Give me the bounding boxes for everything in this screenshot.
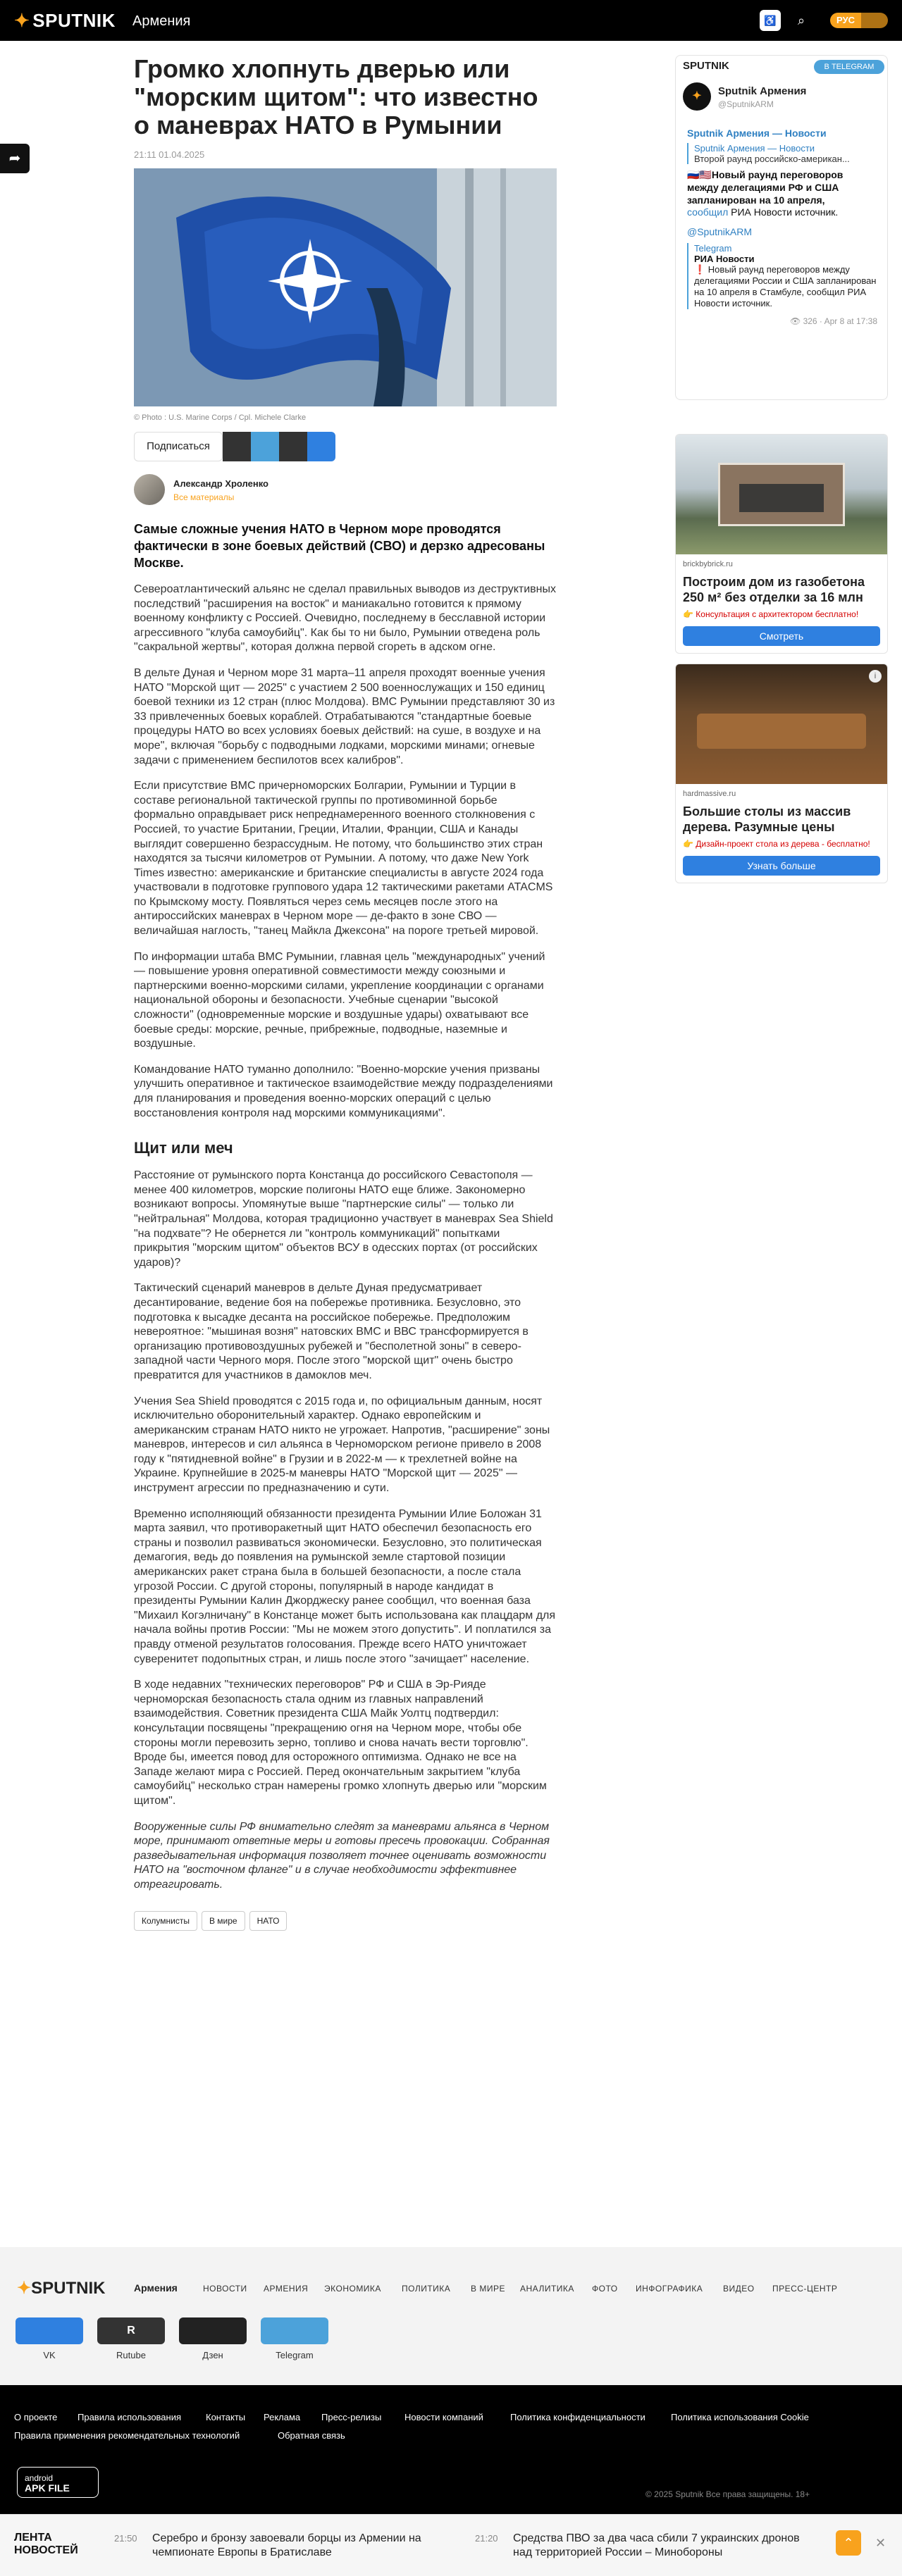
eye-icon: 👁 (789, 316, 803, 326)
ad-text: 👉 Дизайн-проект стола из дерева - бесплатно! (683, 839, 870, 849)
footer-nav-item[interactable]: ФОТО (592, 2284, 618, 2294)
footer-nav-item[interactable]: ЭКОНОМИКА (324, 2284, 381, 2294)
article-paragraph: В дельте Дуная и Черном море 31 марта–11 апреля проходят военные учения НАТО "Морской щит — 2025" с участием 2 500 военнослужащих и 150 единиц боевой техники из 12 стран (плюс Молдова). ВМС Румынии представляют 30 из 33 привлеченных боевых кораблей. Отрабатываются "стандартные боевые процедуры НАТО во всех условиях боевых действий: на суше, в воздухе и на море", включая "борьбу с подводными лодками, морскими минами; огневые задачи с применением беспилотов всех калибров". (134, 666, 555, 766)
footer-link[interactable]: Политика использования Cookie (671, 2412, 809, 2422)
forwarded-quote (687, 243, 877, 309)
subscribe-label: Подписаться (134, 432, 223, 461)
sputnik-star-icon: ✦ (17, 2279, 32, 2298)
rutube-icon[interactable]: R (97, 2317, 165, 2344)
footer-nav-item[interactable]: ИНФОГРАФИКА (636, 2284, 703, 2294)
logo-text: SPUTNIK (32, 10, 116, 31)
message-quote (687, 143, 877, 164)
quote-link[interactable]: Sputnik Армения — Новости (694, 143, 815, 154)
ad-info-icon[interactable]: i (869, 670, 882, 683)
channel-avatar-icon: ✦ (683, 82, 711, 111)
footer-nav-item[interactable]: ВИДЕО (723, 2284, 755, 2294)
footer-nav-item[interactable]: АРМЕНИЯ (264, 2284, 309, 2294)
copyright: © 2025 Sputnik Все права защищены. 18+ (645, 2489, 810, 2499)
vk-icon[interactable] (16, 2317, 83, 2344)
footer-top (0, 2247, 902, 2385)
ad-card[interactable] (675, 664, 888, 883)
social-label: Telegram (276, 2350, 314, 2360)
footer-link[interactable]: Новости компаний (404, 2412, 483, 2422)
article-paragraph: Расстояние от румынского порта Констанца до российского Севастополя — менее 400 километров, морские полигоны НАТО еще ближе. Закономерно возникают вопросы. Упомянутые выше "партнерские силы" — только ли "нейтральная" Молдова, которая традиционно участвует в маневрах Sea Shield "на подхвате"? Не обернется ли "контроль коммуникаций" попытками прикрытия "морским щитом" объектов ВСУ в одесских портах (от российских ударов)? (134, 1169, 553, 1269)
message-body-tail (687, 206, 877, 218)
language-switch-alt[interactable] (861, 13, 888, 28)
article-hero-image (134, 168, 557, 406)
article-subheading: Щит или меч (134, 1139, 233, 1157)
language-switch[interactable]: РУС (830, 13, 861, 28)
search-icon[interactable]: ⌕ (797, 13, 805, 27)
footer-link[interactable]: Политика конфиденциальности (510, 2412, 645, 2422)
region-label[interactable]: Армения (132, 13, 191, 29)
channel-name: Sputnik Армения (718, 85, 807, 97)
article-paragraph: По информации штаба ВМС Румынии, главная цель "международных" учений — повышение уровня оперативной совместимости между союзными и партнерскими военно-морскими силами, укрепление координации с органами национальной обороны и безопасности. Учебные сценарии "высокой сложности" (одновременные морские и воздушные удары) охватывают все боевые среды: морские, речные, прибрежные, подводные, наземные и воздушные. (134, 950, 545, 1050)
footer-logo[interactable] (17, 2278, 105, 2298)
footer-nav-item[interactable]: АНАЛИТИКА (520, 2284, 574, 2294)
article-tags (134, 1911, 557, 1932)
ticker-time: 21:20 (475, 2533, 498, 2544)
footer-nav-item[interactable]: В МИРЕ (471, 2284, 505, 2294)
article-paragraph: Североатлантический альянс не сделал правильных выводов из деструктивных последствий "расширения на восток" и маниакально готовится к прямому военному конфликту с Россией. Очевидно, последнему в бесславной истории агрессивного "клуба самоубийц". Как бы то ни было, Румынии отведена роль "сакральной жертвы", которая должна первой сгореть в адском огне. (134, 583, 556, 654)
telegram-widget-header (676, 56, 889, 77)
footer-nav-item[interactable]: ПОЛИТИКА (402, 2284, 451, 2294)
message-title[interactable]: Sputnik Армения — Новости (687, 127, 827, 139)
ad-title[interactable]: Построим дом из газобетона 250 м² без отделки за 16 млн (683, 575, 865, 604)
ad-source: brickbybrick.ru (683, 560, 733, 568)
article-title: Громко хлопнуть дверью или "морским щитом": что известно о маневрах НАТО в Румынии (134, 54, 538, 139)
ad-source: hardmassive.ru (683, 790, 736, 798)
article-lead: Самые сложные учения НАТО в Черном море проводятся фактически в зоне боевых действий (СВО) и дерзко адресованы Москве. (134, 522, 545, 570)
apk-big-text: APK FILE (25, 2482, 70, 2494)
accessibility-icon[interactable]: ♿ (760, 10, 781, 31)
subscribe-bar (134, 432, 557, 461)
article-paragraph: Тактический сценарий маневров в дельте Дуная предусматривает десантирование, ведение боя на побережье противника. Безусловно, это подготовка к высадке десанта на российское побережье. Предположим невероятное: "мышиная возня" натовских ВМС и ВВС трансформируется в организацию противовоздушных рубежей и "бесполетной зоны" в северо-западной части Черного моря. После этого "морской щит" очень быстро превратится для участников в дамоклов меч. (134, 1282, 529, 1381)
news-ticker (0, 2514, 902, 2576)
footer-nav-item[interactable]: НОВОСТИ (203, 2284, 247, 2294)
footer-link[interactable]: Обратная связь (278, 2430, 345, 2441)
subscribe-dzen-icon[interactable] (223, 432, 251, 461)
telegram-message (687, 127, 877, 394)
ad-card[interactable] (675, 434, 888, 654)
ad-button[interactable]: Узнать больше (683, 856, 880, 876)
article-paragraph: Учения Sea Shield проводятся с 2015 года и, по официальным данным, носят исключительно оборонительный характер. Однако европейским и американским странам НАТО никто не угрожает. Напротив, "расширение" зоны маневров, интересов и сил альянса в Черноморском регионе привело в 2008 году к "пятидневной войне" в Грузии и в 2022-м — к трехлетней войне на Украине. Крупнейшие в 2025-м маневры НАТО "Морской щит — 2025" — инструмент агрессии по предназначению и сути. (134, 1395, 550, 1495)
table-shape (697, 714, 866, 749)
quote-text: Второй раунд российско-американ... (694, 154, 850, 164)
footer-link[interactable]: О проекте (14, 2412, 58, 2422)
sidebar (675, 55, 888, 883)
footer-link[interactable]: Реклама (264, 2412, 301, 2422)
social-label: Дзен (202, 2350, 223, 2360)
article-closing: Вооруженные силы РФ внимательно следят за маневрами альянса в Черном море, принимают ответные меры и готовы пресечь провокации. Собранная разведывательная информация позволяет точнее оценивать возможности НАТО на "восточном фланге" и в случае необходимости эффективнее отреагировать. (134, 1820, 550, 1891)
sputnik-star-icon: ✦ (14, 10, 30, 31)
message-body-tail-text: РИА Новости источник. (731, 206, 839, 218)
nato-flag-photo (134, 168, 557, 406)
tag-link[interactable]: НАТО (249, 1911, 288, 1931)
ad-image (676, 435, 888, 554)
telegram-badge[interactable]: В TELEGRAM (814, 60, 884, 74)
telegram-channel[interactable] (683, 82, 882, 113)
ticker-time: 21:50 (114, 2533, 137, 2544)
ad-button[interactable]: Смотреть (683, 626, 880, 646)
footer-logo-text: SPUTNIK (31, 2279, 106, 2298)
ticker-item[interactable]: Серебро и бронзу завоевали борцы из Армении на чемпионате Европы в Братиславе (152, 2532, 421, 2558)
article-paragraph: Временно исполняющий обязанности президента Румынии Илие Боложан 31 марта заявил, что противоракетный щит НАТО обеспечил безопасность его страны и позволил развиваться экономически. Безусловно, это политическая демагогия, ведь до появления на румынской земле стартовой позиции американских ракет страна была в большей безопасности, а после стала угрозой России. С другой стороны, популярный в народе кандидат в президенты Румынии Калин Джорджеску ранее сообщил, что военная база "Михаил Когэлничану" в Констанце может быть использована как плацдарм для начала войны против России: "Мы не можем этого допустить". И поплатился за правду отменой результатов голосования. Прежде всего НАТО уничтожает суверенитет подопытных стран, и лишь после этого "зачищает" население. (134, 1507, 556, 1665)
message-meta: 👁 326 · Apr 8 at 17:38 (789, 316, 877, 326)
footer-region[interactable]: Армения (134, 2282, 178, 2294)
subscribe-vk-icon[interactable] (307, 432, 335, 461)
footer-nav-item[interactable]: ПРЕСС-ЦЕНТР (772, 2284, 838, 2294)
telegram-icon[interactable] (261, 2317, 328, 2344)
message-views: 326 (803, 316, 817, 326)
telegram-widget (675, 55, 888, 400)
ad-title[interactable]: Большие столы из массив дерева. Разумные цены (683, 804, 851, 834)
channel-handle: @SputnikARM (718, 99, 774, 109)
message-time: Apr 8 at 17:38 (824, 316, 877, 326)
ticker-item[interactable]: Средства ПВО за два часа сбили 7 украинских дронов над территорией России – Минобороны (513, 2532, 800, 2558)
tag-link[interactable]: Колумнисты (134, 1911, 197, 1931)
sputnik-logo[interactable] (14, 10, 116, 32)
article-paragraph: Если присутствие ВМС причерноморских Болгарии, Румынии и Турции в составе региональной тактической группы по противоминной борьбе формально оправдывает риск непреднамеренного военного столкновения с Россией, то участие Британии, Греции, Италии, Франции, США и Канады выглядит совершенно безрассудным. Не потому, что большинство этих стран находятся за тысячи километров от Румынии. А потому, что даже New York Times известно: американские и британские специалисты в августе 2024 года участвовали в подготовке группового удара 12 тактическими ракетами ATACMS по Крымскому мосту. Появляться через семь месяцев после этого на антироссийских маневрах в Черном море — де-факто в зоне СВО — величайшая наглость, "танец Майкла Джексона" на пороге третьей мировой. (134, 780, 553, 938)
close-icon[interactable]: ✕ (875, 2536, 886, 2550)
footer-bottom (0, 2385, 902, 2514)
footer-link[interactable]: Правила использования (78, 2412, 182, 2422)
subscribe-rutube-icon[interactable] (279, 432, 307, 461)
ad-text: 👉 Консультация с архитектором бесплатно! (683, 609, 859, 619)
article-paragraph: В ходе недавних "технических переговоров" РФ и США в Эр-Рияде черноморская безопасность стала одним из главных направлений взаимодействия. Советник президента США Майк Уолтц подтвердил: консультации посвящены "прекращению огня на Черном море, чтобы обе стороны могли перевозить зерно, топливо и снова начать вести торговлю". Вроде бы, имеется повод для осторожного оптимизма. Однако не все на Западе желают мира с Россией. Перед окончательным закрытием "клуба самоубийц" несколько стран намерены громко хлопнуть дверью или "морским щитом". (134, 1679, 547, 1807)
footer-link[interactable]: Правила применения рекомендательных технологий (14, 2430, 240, 2441)
forwarded-source: РИА Новости (694, 254, 755, 264)
social-label: VK (43, 2350, 56, 2360)
telegram-widget-logo: SPUTNIK (683, 60, 729, 72)
author-name[interactable]: Александр Хроленко (173, 478, 268, 489)
footer-link[interactable]: Пресс-релизы (321, 2412, 382, 2422)
ticker-label[interactable]: ЛЕНТА НОВОСТЕЙ (14, 2532, 78, 2556)
forwarded-telegram[interactable]: Telegram (694, 243, 732, 254)
author-all-materials-link[interactable]: Все материалы (173, 492, 235, 502)
article-paragraph: Командование НАТО туманно дополнило: "Военно-морские учения призваны улучшить оперативное и тактическое взаимодействие между подразделениями для планирования и проведения военно-морских операций с целью восстановления контроля над морскими коммуникациями". (134, 1063, 553, 1119)
house-window (739, 484, 824, 512)
message-body-link[interactable]: сообщил (687, 206, 729, 218)
forwarded-text: ❗️ Новый раунд переговоров между делегациями России и США запланирован на 10 апреля в Стамбуле, сообщил РИА Новости источник. (694, 264, 877, 309)
dzen-icon[interactable] (179, 2317, 247, 2344)
author-avatar[interactable] (134, 474, 165, 505)
share-icon[interactable]: ➦ (0, 144, 30, 173)
article-date: 21:11 01.04.2025 (134, 149, 205, 160)
footer-link[interactable]: Контакты (206, 2412, 246, 2422)
photo-caption: © Photo : U.S. Marine Corps / Cpl. Michele Clarke (134, 413, 307, 422)
social-label: Rutube (116, 2350, 146, 2360)
message-handle[interactable]: @SputnikARM (687, 226, 753, 237)
subscribe-telegram-icon[interactable] (251, 432, 279, 461)
top-navbar (0, 0, 902, 41)
ad-image (676, 664, 888, 784)
tag-link[interactable]: В мире (202, 1911, 245, 1931)
author-block (134, 474, 557, 508)
message-body: 🇷🇺🇺🇸Новый раунд переговоров между делегациями РФ и США запланирован на 10 апреля, (687, 169, 844, 206)
article (134, 55, 557, 1932)
scroll-up-icon[interactable]: ⌃ (836, 2530, 861, 2556)
apk-download-button[interactable] (17, 2467, 99, 2498)
apk-small-text: android (25, 2473, 54, 2483)
